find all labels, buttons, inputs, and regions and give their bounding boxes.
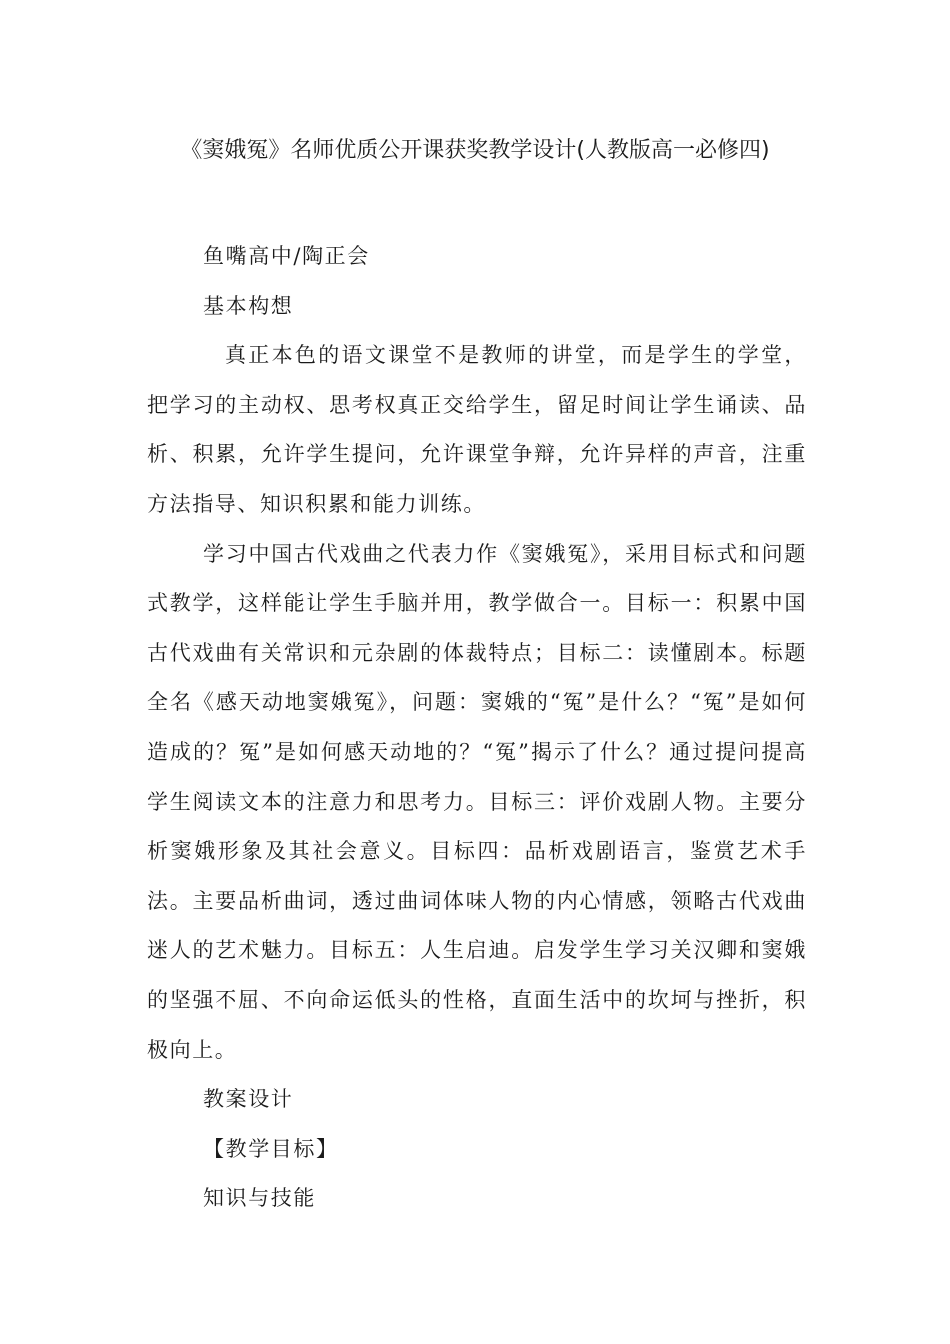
section-heading-basic: 基本构想: [203, 293, 294, 318]
section-heading-design: 教案设计: [203, 1087, 294, 1112]
section-heading-objectives: 【教学目标】: [203, 1136, 339, 1161]
paragraph-basic-idea: 真正本色的语文课堂不是教师的讲堂，而是学生的学堂，把学习的主动权、思考权真正交给学生，留足时间让学生诵读、品析、积累，允许学生提问，允许课堂争辩，允许异样的声音，注重方法指导、知识积累和能力训练。: [147, 343, 807, 516]
document-title: 《窦娥冤》名师优质公开课获奖教学设计(人教版高一必修四): [180, 138, 770, 163]
paragraph-objectives-overview: 学习中国古代戏曲之代表力作《窦娥冤》，采用目标式和问题式教学，这样能让学生手脑并用，教学做合一。目标一：积累中国古代戏曲有关常识和元杂剧的体裁特点；目标二：读懂剧本。标题全名《感天动地窦娥冤》，问题：窦娥的“冤”是什么？“冤”是如何造成的？冤”是如何感天动地的？“冤”揭示了什么？通过提问提高学生阅读文本的注意力和思考力。目标三：评价戏剧人物。主要分析窦娥形象及其社会意义。目标四：品析戏剧语言，鉴赏艺术手法。主要品析曲词，透过曲词体味人物的内心情感，领略古代戏曲迷人的艺术魅力。目标五：人生启迪。启发学生学习关汉卿和窦娥的坚强不屈、不向命运低头的性格，直面生活中的坎坷与挫折，积极向上。: [147, 541, 807, 1062]
document-body: [147, 232, 807, 1224]
author-line: 鱼嘴高中/陶正会: [203, 244, 370, 268]
section-heading-knowledge: 知识与技能: [203, 1186, 316, 1211]
